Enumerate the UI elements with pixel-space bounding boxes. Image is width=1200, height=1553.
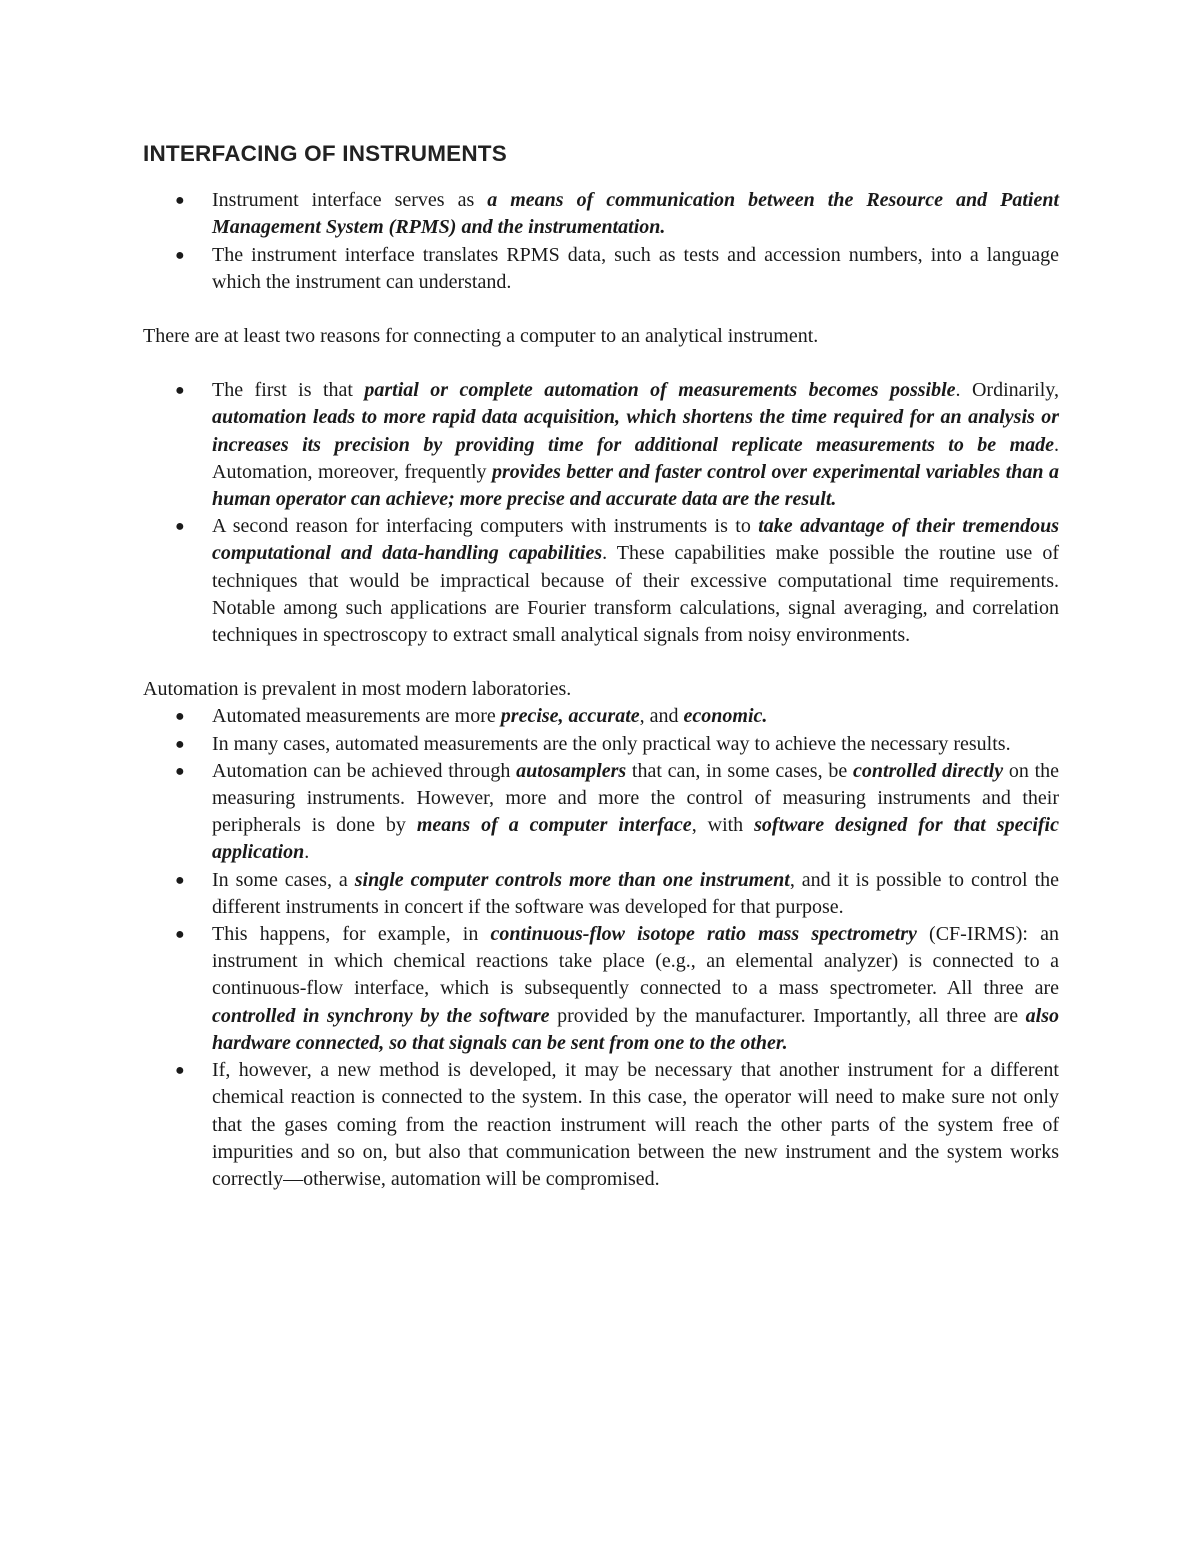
list-item: ● This happens, for example, in continuous-flow isotope ratio mass spectrometry (CF-IRMS): an instrument in which chemical reactions take place (e.g., an elemental analyzer) is connected to a continuous-flow interface, which is subsequently connected to a mass spectrometer. All three are controlled in synchrony by the software provided by the manufacturer. Importantly, all three are also hardware connected, so that signals can be sent from one to the other. — [175, 923, 1060, 1054]
list-item: ● Instrument interface serves as a means of communication between the Resource and Patient Management System (RPMS) and the instrumentation. — [175, 189, 1059, 239]
list-item: ● Automation can be achieved through autosamplers that can, in some cases, be controlled directly on the measuring instruments. However, more and more the control of measuring instruments and their peripherals is done by means of a computer interface, with software designed for that specific application. — [175, 759, 1060, 864]
reasons-bullet-list — [143, 377, 1059, 649]
bullet-icon: ● — [175, 871, 185, 889]
document-page — [143, 140, 1059, 1193]
bullet-icon: ● — [175, 246, 185, 264]
bullet-icon: ● — [175, 926, 185, 944]
bullet-icon: ● — [175, 1062, 185, 1080]
bullet-icon: ● — [175, 192, 185, 210]
list-item: ● If, however, a new method is developed, it may be necessary that another instrument for a different chemical reaction is connected to the system. In this case, the operator will need to make sure not only that the gases coming from the reaction instrument will reach the other parts of the system free of impurities and so on, but also that communication between the new instrument and the system works correctly—otherwise, automation will be compromised. — [175, 1059, 1059, 1190]
list-item: ● A second reason for interfacing computers with instruments is to take advantage of their tremendous computational and data-handling capabilities. These capabilities make possible the routine use of techniques that would be impractical because of their excessive computational time requirements. Notable among such applications are Fourier transform calculations, signal averaging, and correlation techniques in spectroscopy to extract small analytical signals from noisy environments. — [175, 515, 1060, 647]
automation-bullet-list — [143, 703, 1059, 1193]
list-item: ● The first is that partial or complete automation of measurements becomes possible. Ordinarily, automation leads to more rapid data acquisition, which shortens the time required for an analysis or increases its precision by providing time for additional replicate measurements to be made. Automation, moreover, frequently provides better and faster control over experimental variables than a human operator can achieve; more precise and accurate data are the result. — [175, 379, 1059, 511]
intro-bullet-list — [143, 187, 1059, 296]
list-item: ● Automated measurements are more precise, accurate, and economic. — [143, 703, 1059, 730]
list-item: ● In many cases, automated measurements are the only practical way to achieve the necessary results. — [143, 731, 1059, 758]
bullet-icon: ● — [175, 382, 185, 400]
bullet-icon: ● — [175, 518, 185, 536]
bullet-icon: ● — [175, 762, 185, 780]
list-item: ● In some cases, a single computer controls more than one instrument, and it is possible to control the different instruments in concert if the software was developed for that purpose. — [175, 868, 1059, 918]
list-item: ● The instrument interface translates RPMS data, such as tests and accession numbers, into a language which the instrument can understand. — [175, 243, 1059, 293]
automation-intro-paragraph: Automation is prevalent in most modern laboratories. — [143, 678, 572, 701]
reasons-intro-paragraph: There are at least two reasons for connecting a computer to an analytical instrument. — [143, 325, 819, 348]
page-title: INTERFACING OF INSTRUMENTS — [143, 141, 507, 166]
bullet-icon: ● — [175, 708, 185, 726]
bullet-icon: ● — [175, 735, 185, 753]
